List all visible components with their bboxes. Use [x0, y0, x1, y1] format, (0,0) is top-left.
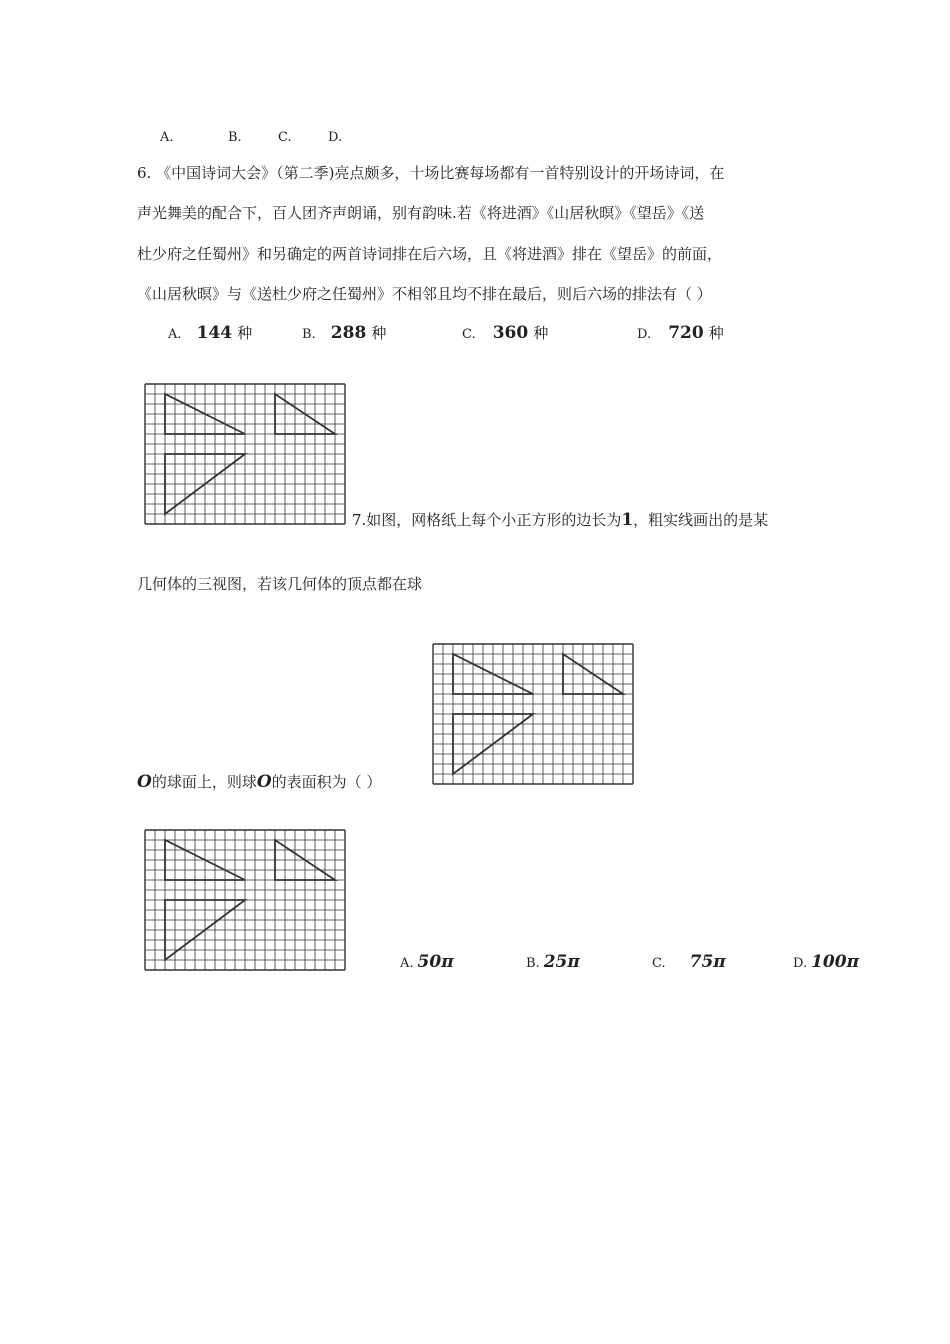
q6-line-2: 声光舞美的配合下，百人团齐声朗诵，别有韵味.若《将进酒》《山居秋暝》《望岳》《送: [137, 204, 705, 222]
q6-line-4: 《山居秋暝》与《送杜少府之任蜀州》不相邻且均不排在最后，则后六场的排法有（ ）: [137, 285, 712, 303]
option-label: D.: [793, 956, 808, 971]
top-option-c: C.: [278, 130, 292, 145]
q7-line-3-b: 的表面积为（ ）: [271, 773, 382, 791]
option-unit: 种: [237, 324, 253, 342]
q7-option-b: [526, 952, 580, 972]
option-value: 288: [330, 323, 367, 343]
q6-option-b: [302, 322, 386, 343]
q7-option-a: [400, 952, 454, 972]
q6-option-d: [637, 322, 724, 343]
top-option-d: D.: [328, 130, 343, 145]
q7-line-1-suffix: ，粗实线画出的是某: [633, 511, 769, 529]
top-option-b: B.: [228, 130, 242, 145]
option-label: A.: [400, 956, 414, 971]
option-unit: 种: [371, 324, 387, 342]
top-option-a: A.: [160, 130, 174, 145]
q7-line-3-a: 的球面上，则球: [151, 773, 257, 791]
q7-line-3: [137, 772, 381, 792]
sphere-symbol: O: [256, 772, 272, 792]
q7-line-1-prefix: 7.如图，网格纸上每个小正方形的边长为: [352, 511, 622, 529]
option-value: 50π: [417, 952, 454, 972]
q6-option-a: [168, 322, 252, 343]
option-label: C.: [652, 956, 666, 971]
option-label: B.: [526, 956, 540, 971]
q6-line-1: 6. 《中国诗词大会》（第二季)亮点颇多，十场比赛每场都有一首特别设计的开场诗词，在: [137, 164, 725, 182]
option-label: B.: [302, 327, 316, 342]
option-value: 100π: [811, 952, 860, 972]
option-label: A.: [168, 327, 182, 342]
option-value: 720: [668, 323, 704, 343]
q7-option-d: [793, 952, 859, 972]
three-view-figure-1: [142, 382, 348, 526]
option-value: 25π: [543, 952, 580, 972]
option-label: C.: [462, 327, 476, 342]
option-value: 75π: [689, 952, 726, 972]
three-view-figure-2: [430, 642, 636, 786]
option-unit: 种: [708, 324, 724, 342]
three-view-figure-3: [142, 828, 348, 972]
q7-option-c: [652, 952, 726, 972]
option-value: 144: [196, 323, 233, 343]
option-value: 360: [492, 323, 529, 343]
sphere-symbol: O: [137, 772, 152, 792]
option-label: D.: [637, 327, 652, 342]
q6-line-3: 杜少府之任蜀州》和另确定的两首诗词排在后六场，且《将进酒》排在《望岳》的前面，: [137, 245, 723, 263]
q7-line-1: [352, 510, 768, 530]
option-unit: 种: [533, 324, 549, 342]
q7-line-2: 几何体的三视图，若该几何体的顶点都在球: [137, 575, 423, 593]
q6-option-c: [462, 322, 548, 343]
q7-side-value: 1: [621, 510, 634, 530]
